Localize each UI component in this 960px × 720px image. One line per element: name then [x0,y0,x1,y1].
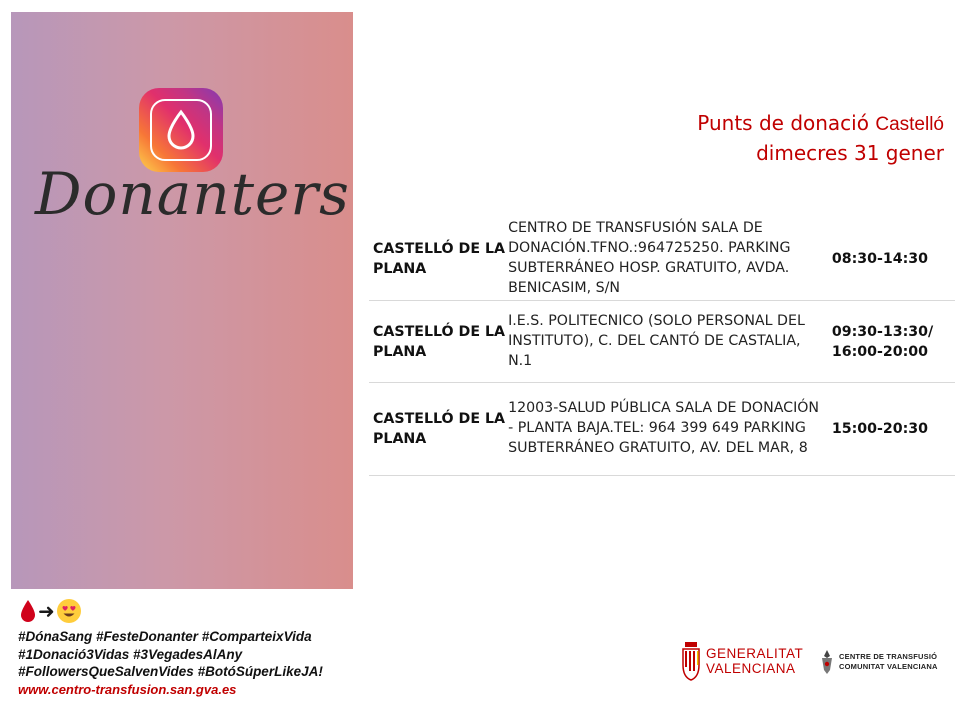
website-link[interactable]: www.centro-transfusion.san.gva.es [18,682,237,697]
gva-line-2: VALENCIANA [706,661,796,676]
address-cell: 12003-SALUD PÚBLICA SALA DE DONACIÓN - PLANTA BAJA.TEL: 964 399 649 PARKING SUBTERRÁNEO GRATUITO, AV. DEL MAR, 8 [508,400,820,456]
table-row [369,217,955,301]
title-prefix: Punts de donació [697,111,869,135]
blood-drop-icon [20,599,36,623]
hashtags-block [18,628,323,681]
location-cell: CASTELLÓ DE LA PLANA [373,411,505,447]
donanters-poster [11,12,353,589]
centre-transfusio-logo [818,648,938,676]
centre-transfusio-emblem-icon [818,648,836,676]
hours-cell: 08:30-14:30 [831,250,929,267]
address-cell: CENTRO DE TRANSFUSIÓN SALA DE DONACIÓN.TFNO.:964725250. PARKING SUBTERRÁNEO HOSP. GRATUITO, AVDA. BENICASIM, S/N [508,219,791,296]
generalitat-valenciana-logo [680,640,803,682]
drop-to-smile-emoji-row [20,598,81,624]
donation-points-table [369,217,955,476]
gva-line-1: GENERALITAT [706,646,804,661]
location-cell: CASTELLÓ DE LA PLANA [373,240,505,277]
hashtag-line: #DónaSang #FesteDonanter #ComparteixVida [18,629,312,644]
ct-line-2: COMUNITAT VALENCIANA [839,662,938,671]
table-row [369,301,955,383]
hours-cell: 15:00-20:30 [831,421,929,437]
coat-of-arms-icon [680,640,702,682]
right-arrow-icon: ➜ [38,599,55,623]
table-row [369,383,955,476]
hashtag-line: #FollowersQueSalvenVides #BotóSúperLikeJA! [18,664,323,679]
location-cell: CASTELLÓ DE LA PLANA [373,323,505,360]
title-date: dimecres 31 gener [756,141,944,165]
hashtag-line: #1Donació3Vidas #3VegadesAlAny [18,646,243,662]
address-cell: I.E.S. POLITECNICO (SOLO PERSONAL DEL INSTITUTO), C. DEL CANTÓ DE CASTALIA, N.1 [508,312,805,369]
hours-cell: 09:30-13:30/ 16:00-20:00 [831,323,934,360]
ct-line-1: CENTRE DE TRANSFUSIÓ [839,652,938,661]
page-title [697,109,944,167]
blood-drop-icon [164,109,198,151]
brand-logo-text: Donanters [35,160,350,228]
title-city: Castelló [875,114,944,135]
heart-eyes-emoji-icon [57,599,81,623]
